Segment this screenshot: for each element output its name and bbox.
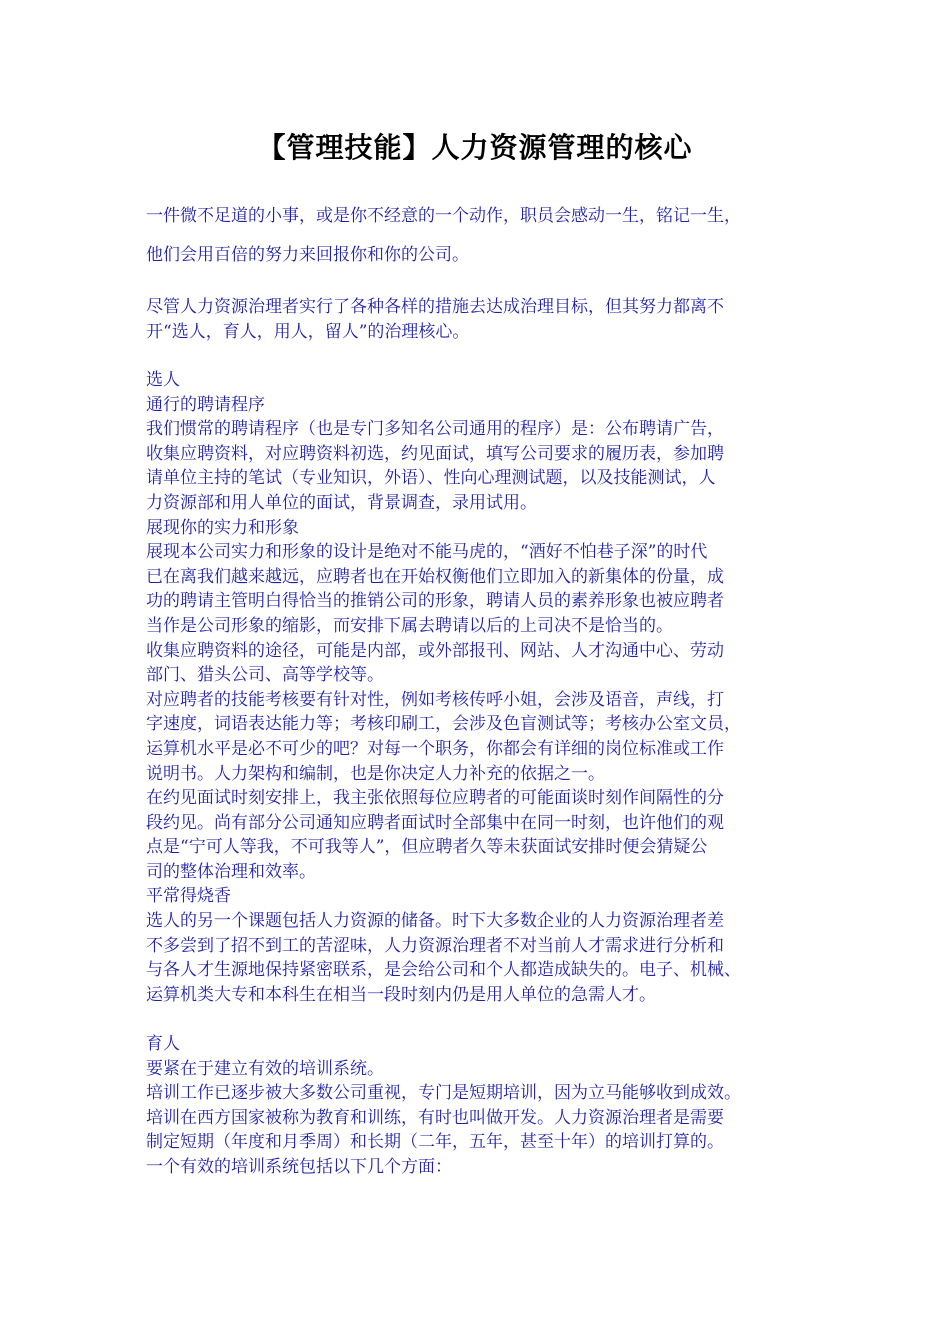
intro-paragraph — [146, 197, 816, 275]
text-line: 要紧在于建立有效的培训系统。 — [146, 1058, 384, 1079]
section-heading-select: 选人 — [146, 370, 180, 390]
text-line: 运算机水平是必不可少的吧？对每一个职务，你都会有详细的岗位标准或工作 — [146, 738, 724, 759]
text-line: 我们惯常的聘请程序（也是专门多知名公司通用的程序）是：公布聘请广告， — [146, 419, 724, 440]
section-heading-train: 育人 — [146, 1034, 180, 1055]
principle-paragraph — [146, 295, 816, 344]
subheading-hiring-process: 通行的聘请程序 — [146, 394, 265, 415]
text-line: 当作是公司形象的缩影，而安排下属去聘请以后的上司决不是恰当的。 — [146, 615, 673, 636]
text-line: 部门、猎头公司、高等学校等。 — [146, 665, 384, 686]
text-line: 收集应聘资料的途径，可能是内部，或外部报刊、网站、人才沟通中心、劳动 — [146, 640, 724, 661]
text-line: 段约见。尚有部分公司通知应聘者面试时全部集中在同一时刻，也许他们的观 — [146, 812, 724, 833]
paragraph-gap — [146, 1007, 816, 1032]
document-title: 【管理技能】人力资源管理的核心 — [257, 131, 693, 164]
principle-line: 开“选人，育人，用人，留人”的治理核心。 — [146, 321, 470, 342]
text-line: 司的整体治理和效率。 — [146, 861, 316, 882]
subheading-show-strength: 展现你的实力和形象 — [146, 517, 299, 538]
text-line: 展现本公司实力和形象的设计是绝对不能马虎的，“酒好不怕巷子深”的时代 — [146, 542, 708, 563]
text-line: 请单位主持的笔试（专业知识，外语）、性向心理测试题，以及技能测试，人 — [146, 468, 716, 489]
principle-line: 尽管人力资源治理者实行了各种各样的措施去达成治理目标，但其努力都离不 — [146, 297, 724, 317]
text-line: 点是“宁可人等我，不可我等人”，但应聘者久等未获面试安排时便会猜疑公 — [146, 837, 708, 858]
main-content — [146, 368, 816, 1180]
text-line: 已在离我们越来越远，应聘者也在开始权衡他们立即加入的新集体的份量，成 — [146, 566, 724, 587]
text-line: 力资源部和用人单位的面试，背景调查，录用试用。 — [146, 492, 537, 513]
text-line: 培训在西方国家被称为教育和训练，有时也叫做开发。人力资源治理者是需要 — [146, 1107, 724, 1128]
intro-line: 他们会用百倍的努力来回报你和你的公司。 — [146, 245, 469, 265]
text-line: 培训工作已逐步被大多数公司重视，专门是短期培训，因为立马能够收到成效。 — [146, 1083, 741, 1104]
text-line: 功的聘请主管明白得恰当的推销公司的形象，聘请人员的素养形象也被应聘者 — [146, 591, 724, 612]
text-line: 制定短期（年度和月季周）和长期（二年，五年，甚至十年）的培训打算的。 — [146, 1132, 724, 1153]
text-line: 收集应聘资料，对应聘资料初选，约见面试，填写公司要求的履历表，参加聘 — [146, 443, 724, 464]
text-line: 字速度，词语表达能力等；考核印刷工，会涉及色盲测试等；考核办公室文员， — [146, 714, 741, 735]
intro-line: 一件微不足道的小事，或是你不经意的一个动作，职员会感动一生，铭记一生， — [146, 206, 741, 226]
text-line: 运算机类大专和本科生在相当一段时刻内仍是用人单位的急需人才。 — [146, 984, 656, 1005]
text-line: 一个有效的培训系统包括以下几个方面： — [146, 1157, 452, 1177]
text-line: 对应聘者的技能考核要有针对性，例如考核传呼小姐，会涉及语音，声线，打 — [146, 689, 724, 710]
text-line: 不多尝到了招不到工的苦涩味，人力资源治理者不对当前人才需求进行分析和 — [146, 935, 724, 956]
text-line: 选人的另一个课题包括人力资源的储备。时下大多数企业的人力资源治理者差 — [146, 911, 724, 932]
text-line: 说明书。人力架构和编制，也是你决定人力补充的依据之一。 — [146, 763, 605, 784]
text-line: 在约见面试时刻安排上，我主张依照每位应聘者的可能面谈时刻作间隔性的分 — [146, 788, 724, 809]
text-line: 与各人才生源地保持紧密联系，是会给公司和个人都造成缺失的。电子、机械、 — [146, 960, 741, 981]
subheading-reserve: 平常得烧香 — [146, 886, 231, 907]
